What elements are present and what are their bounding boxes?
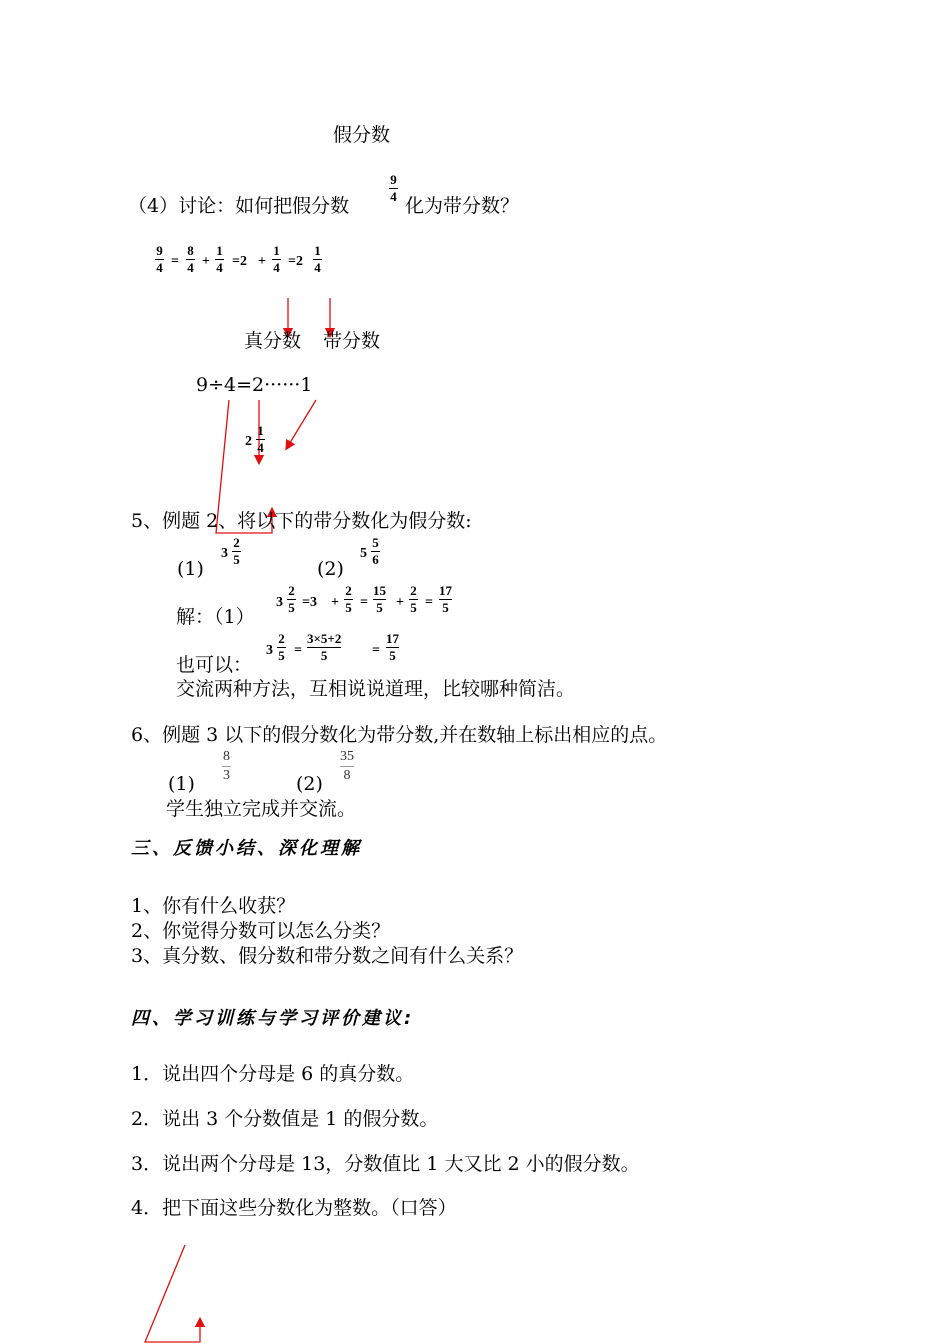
fraction-8-3: 8 3 xyxy=(223,749,230,783)
exercise-3: 3．说出两个分母是 13，分数值比 1 大又比 2 小的假分数。 xyxy=(131,1153,640,1175)
section3-question-1: 1、你有什么收获？ xyxy=(131,895,296,917)
arrow-remainder xyxy=(288,400,316,446)
compare-methods: 交流两种方法，互相说说道理，比较哪种简洁。 xyxy=(176,678,576,700)
exercise-1: 1．说出四个分母是 6 的真分数。 xyxy=(131,1063,415,1085)
example3-title: 6、例题 3 以下的假分数化为带分数,并在数轴上标出相应的点。 xyxy=(131,724,668,746)
division-expression: 9÷4=2······1 xyxy=(196,374,313,396)
section4-heading: 四、学习训练与学习评价建议: xyxy=(131,1008,415,1029)
fraction-35-8: 35 8 xyxy=(340,749,354,783)
exercise-2: 2．说出 3 个分数值是 1 的假分数。 xyxy=(131,1108,439,1130)
discussion-suffix: 化为带分数？ xyxy=(405,195,520,217)
section3-question-3: 3、真分数、假分数和带分数之间有什么关系？ xyxy=(131,945,524,967)
mixed-number-label: 带分数 xyxy=(323,330,381,352)
fraction-9-4: 9 4 xyxy=(390,172,397,204)
solution-label: 解：（1） xyxy=(176,606,255,628)
example3-item1-label: (1) xyxy=(168,773,195,795)
section3-question-2: 2、你觉得分数可以怎么分类？ xyxy=(131,920,391,942)
example3-item2-label: (2) xyxy=(296,773,323,795)
improper-fraction-label: 假分数 xyxy=(333,124,391,146)
example2-item1-label: (1) xyxy=(177,558,204,580)
exercise-4: 4．把下面这些分数化为整数。（口答） xyxy=(131,1197,457,1219)
arrow-bottom xyxy=(145,1245,200,1342)
example2-title: 5、例题 2、将以下的带分数化为假分数: xyxy=(131,510,472,532)
proper-fraction-label: 真分数 xyxy=(244,330,302,352)
discussion-prefix: （4）讨论：如何把假分数 xyxy=(128,195,350,217)
section3-heading: 三、反馈小结、深化理解 xyxy=(131,838,362,859)
example3-note: 学生独立完成并交流。 xyxy=(166,798,357,820)
example2-item2-label: (2) xyxy=(317,558,344,580)
alternative-label: 也可以： xyxy=(176,654,253,676)
